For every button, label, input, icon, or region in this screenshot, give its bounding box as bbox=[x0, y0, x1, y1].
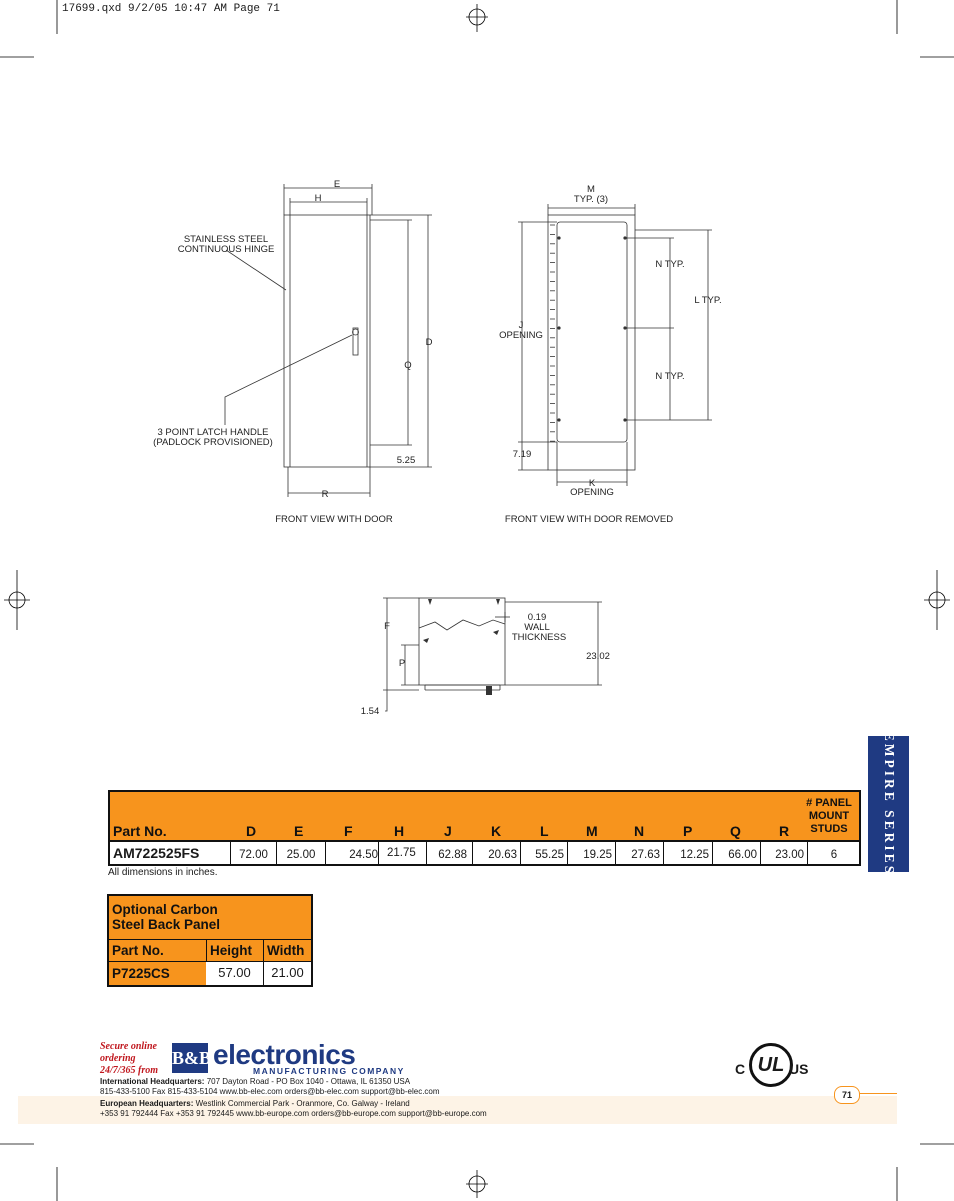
header-r: R bbox=[779, 823, 790, 839]
cell-m: 19.25 bbox=[567, 842, 614, 864]
header-k: K bbox=[491, 823, 502, 839]
back-panel-col-part: Part No. bbox=[112, 943, 164, 958]
bb-logo-mark: B&B bbox=[172, 1043, 208, 1073]
dim-719-label: 7.19 bbox=[512, 449, 532, 460]
back-panel-col-width: Width bbox=[267, 943, 305, 958]
dim-m-label: M bbox=[587, 184, 595, 195]
cell-n: 27.63 bbox=[615, 842, 662, 864]
header-studs-3: STUDS bbox=[810, 823, 848, 835]
footer-rule bbox=[860, 1093, 897, 1094]
wall-label-2: WALL bbox=[524, 622, 550, 633]
ul-main-label: UL bbox=[749, 1043, 793, 1087]
cell-p: 12.25 bbox=[663, 842, 711, 864]
back-panel-height: 57.00 bbox=[206, 962, 263, 985]
euro-hq bbox=[100, 1099, 410, 1109]
header-n: N bbox=[634, 823, 645, 839]
header-part-no: Part No. bbox=[113, 823, 167, 839]
cell-j: 62.88 bbox=[426, 842, 471, 864]
header-d: D bbox=[246, 823, 257, 839]
table-row bbox=[110, 842, 859, 864]
slogan-line-3: 24/7/365 from bbox=[100, 1065, 159, 1076]
file-info: 17699.qxd 9/2/05 10:47 AM Page 71 bbox=[62, 3, 280, 15]
dim-n-typ-label-1: N TYP. bbox=[655, 259, 685, 270]
dim-m-typ-label: TYP. (3) bbox=[573, 194, 609, 205]
header-f: F bbox=[344, 823, 353, 839]
euro-hq-contact[interactable]: +353 91 792444 Fax +353 91 792445 www.bb-europe.com orders@bb-europe.com support@bb-europe.com bbox=[100, 1109, 487, 1118]
intl-hq bbox=[100, 1077, 410, 1087]
back-panel-width: 21.00 bbox=[264, 962, 311, 985]
header-q: Q bbox=[730, 823, 741, 839]
slogan-line-2: ordering bbox=[100, 1053, 136, 1064]
header-h: H bbox=[394, 823, 405, 839]
dim-154-label: 1.54 bbox=[360, 706, 380, 717]
back-panel-table bbox=[107, 894, 313, 987]
header-m: M bbox=[586, 823, 598, 839]
dim-h-label: H bbox=[314, 193, 322, 204]
spec-table-header bbox=[110, 792, 859, 842]
back-panel-col-height: Height bbox=[210, 943, 252, 958]
header-j: J bbox=[444, 823, 452, 839]
dim-n-typ-label-2: N TYP. bbox=[655, 371, 685, 382]
wall-label-1: 0.19 bbox=[527, 612, 547, 623]
latch-label-1: 3 POINT LATCH HANDLE bbox=[157, 427, 269, 438]
logo-electronics: electronics bbox=[213, 1039, 356, 1070]
intl-hq-contact[interactable]: 815-433-5100 Fax 815-433-5104 www.bb-elec.com orders@bb-elec.com support@bb-elec.com bbox=[100, 1087, 440, 1096]
back-panel-title-2: Steel Back Panel bbox=[112, 917, 221, 932]
intl-hq-address: 707 Dayton Road - PO Box 1040 - Ottawa, IL 61350 USA bbox=[206, 1077, 411, 1086]
cell-r: 23.00 bbox=[760, 842, 806, 864]
spec-table bbox=[108, 790, 861, 866]
cell-h: 21.75 bbox=[378, 842, 425, 864]
dim-r-label: R bbox=[321, 489, 329, 500]
dim-f-label: F bbox=[384, 621, 390, 632]
back-panel-part: P7225CS bbox=[112, 966, 170, 981]
cell-f: 24.50 bbox=[325, 842, 378, 864]
dim-p-label: P bbox=[398, 658, 406, 669]
header-e: E bbox=[294, 823, 304, 839]
ul-us-label: US bbox=[789, 1061, 809, 1077]
front-view-door-removed-drawing bbox=[495, 180, 735, 530]
euro-hq-label: European Headquarters: bbox=[100, 1099, 194, 1108]
ul-c-label: C bbox=[735, 1061, 746, 1077]
dim-e-label: E bbox=[333, 179, 341, 190]
hinge-label-1: STAINLESS STEEL bbox=[183, 234, 269, 245]
header-l: L bbox=[540, 823, 549, 839]
slogan-line-1: Secure online bbox=[100, 1041, 157, 1052]
dim-j-label: J bbox=[518, 320, 524, 331]
cell-studs: 6 bbox=[807, 842, 860, 864]
empire-series-label: EMPIRE SERIES bbox=[881, 731, 897, 877]
dim-k-opening-label: OPENING bbox=[570, 487, 614, 498]
dim-l-typ-label: L TYP. bbox=[694, 295, 722, 306]
back-panel-title-1: Optional Carbon bbox=[112, 902, 218, 917]
header-studs-2: MOUNT bbox=[808, 810, 850, 822]
hinge-label-2: CONTINUOUS HINGE bbox=[177, 244, 275, 255]
header-p: P bbox=[683, 823, 693, 839]
side-view-drawing bbox=[355, 590, 620, 720]
dim-k-label: K bbox=[588, 478, 596, 489]
wall-label-3: THICKNESS bbox=[511, 632, 567, 643]
header-studs-1: # PANEL bbox=[806, 797, 852, 809]
empire-series-tab bbox=[868, 731, 909, 877]
dimensions-note: All dimensions in inches. bbox=[108, 867, 218, 878]
dim-q-label: Q bbox=[404, 360, 412, 371]
cell-l: 55.25 bbox=[520, 842, 566, 864]
cell-k: 20.63 bbox=[472, 842, 519, 864]
front-view-door-caption: FRONT VIEW WITH DOOR bbox=[275, 514, 393, 525]
dim-2302-label: 23.02 bbox=[586, 651, 610, 662]
logo-subtitle: MANUFACTURING COMPANY bbox=[253, 1066, 405, 1076]
latch-label-2: (PADLOCK PROVISIONED) bbox=[153, 437, 273, 448]
dim-d-label: D bbox=[425, 337, 433, 348]
cell-e: 25.00 bbox=[276, 842, 325, 864]
ul-certification-mark bbox=[735, 1043, 809, 1099]
back-panel-divider bbox=[109, 939, 311, 940]
front-view-removed-caption: FRONT VIEW WITH DOOR REMOVED bbox=[504, 514, 674, 525]
intl-hq-label: International Headquarters: bbox=[100, 1077, 205, 1086]
cell-q: 66.00 bbox=[712, 842, 759, 864]
cell-d: 72.00 bbox=[230, 842, 276, 864]
euro-hq-address: Westlink Commercial Park - Oranmore, Co. Galway - Ireland bbox=[195, 1099, 410, 1108]
dim-525-label: 5.25 bbox=[396, 455, 416, 466]
page-number: 71 bbox=[834, 1086, 860, 1104]
front-view-with-door-drawing bbox=[140, 175, 440, 530]
slogan bbox=[100, 1041, 158, 1077]
cell-part-no: AM722525FS bbox=[113, 845, 200, 861]
dim-j-opening-label: OPENING bbox=[499, 330, 543, 341]
